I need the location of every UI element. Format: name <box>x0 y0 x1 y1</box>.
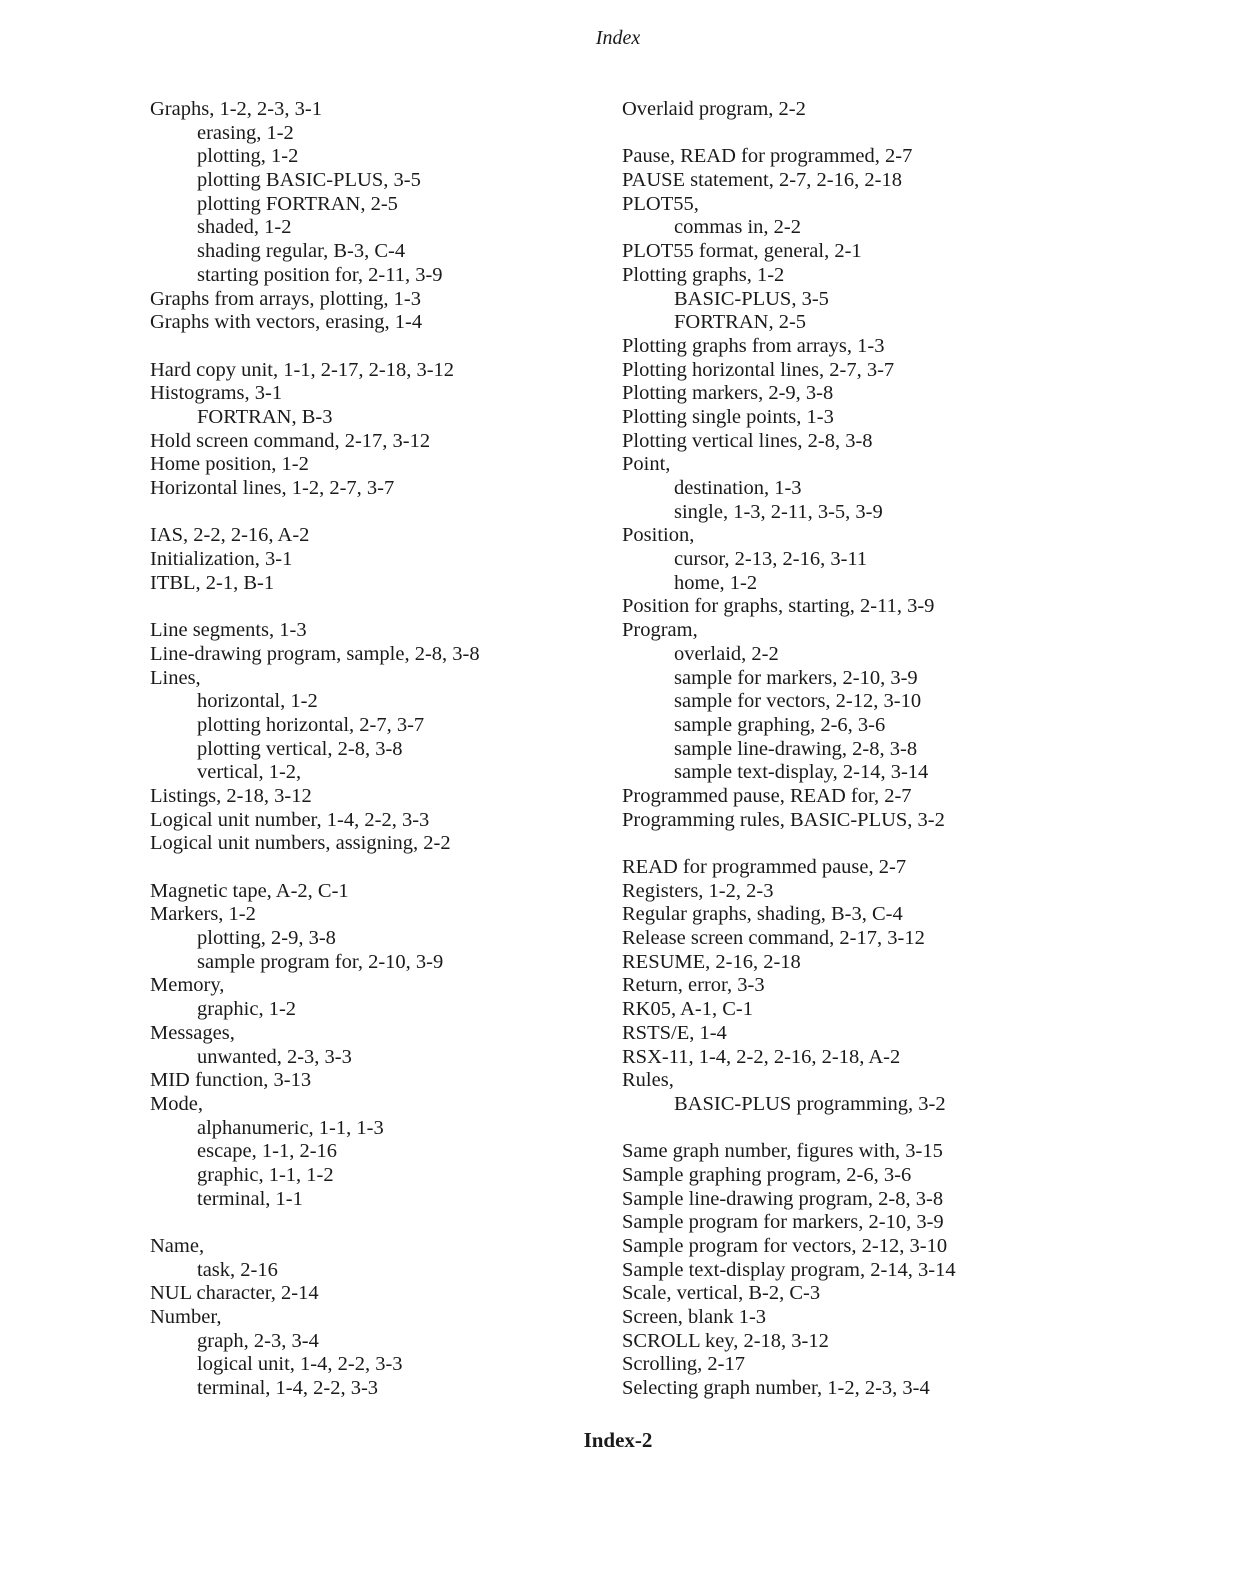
index-entry: Point, <box>622 453 671 476</box>
index-entry: Messages, <box>150 1021 235 1044</box>
index-subentry: task, 2-16 <box>197 1258 278 1281</box>
index-entry: Logical unit number, 1-4, 2-2, 3-3 <box>150 808 430 831</box>
index-entry: Screen, blank 1-3 <box>622 1306 767 1329</box>
index-subentry: home, 1-2 <box>674 571 758 594</box>
index-entry: Plotting markers, 2-9, 3-8 <box>622 382 834 405</box>
page-number: Index-2 <box>583 1428 653 1452</box>
section-gap <box>622 122 1182 146</box>
index-subentry: destination, 1-3 <box>674 477 802 499</box>
index-entry: Program, <box>622 619 698 642</box>
section-gap <box>150 335 620 359</box>
index-subentry: shading regular, B-3, C-4 <box>197 240 406 263</box>
index-column-right <box>622 98 1182 1401</box>
index-entry: Overlaid program, 2-2 <box>622 98 806 120</box>
index-entry: RESUME, 2-16, 2-18 <box>622 950 801 973</box>
index-entry: Horizontal lines, 1-2, 2-7, 3-7 <box>150 477 395 499</box>
index-entry: ITBL, 2-1, B-1 <box>150 571 275 594</box>
index-subentry: horizontal, 1-2 <box>197 690 318 713</box>
index-entry: Sample program for markers, 2-10, 3-9 <box>622 1211 944 1234</box>
index-entry: Plotting graphs from arrays, 1-3 <box>622 334 885 357</box>
index-entry: Initialization, 3-1 <box>150 548 293 571</box>
section-gap <box>150 501 620 525</box>
index-entry: Plotting single points, 1-3 <box>622 405 834 428</box>
section-gap <box>150 1211 620 1235</box>
index-subentry: sample program for, 2-10, 3-9 <box>197 950 444 973</box>
index-subentry: FORTRAN, B-3 <box>197 405 333 428</box>
index-subentry: starting position for, 2-11, 3-9 <box>197 263 443 286</box>
index-entry: Plotting graphs, 1-2 <box>622 263 785 286</box>
index-subentry: sample for markers, 2-10, 3-9 <box>674 666 918 689</box>
index-entry: Scale, vertical, B-2, C-3 <box>622 1282 821 1305</box>
index-entry: RSX-11, 1-4, 2-2, 2-16, 2-18, A-2 <box>622 1045 901 1068</box>
section-gap <box>150 595 620 619</box>
index-entry: READ for programmed pause, 2-7 <box>622 856 907 878</box>
index-subentry: plotting, 2-9, 3-8 <box>197 927 336 950</box>
index-entry: Selecting graph number, 1-2, 2-3, 3-4 <box>622 1377 930 1400</box>
index-entry: Logical unit numbers, assigning, 2-2 <box>150 832 451 855</box>
index-subentry: sample line-drawing, 2-8, 3-8 <box>674 737 918 760</box>
index-entry: Listings, 2-18, 3-12 <box>150 784 312 807</box>
index-entry: Pause, READ for programmed, 2-7 <box>622 145 913 168</box>
index-entry: Scrolling, 2-17 <box>622 1353 745 1376</box>
index-entry: Number, <box>150 1306 222 1329</box>
index-entry: Graphs, 1-2, 2-3, 3-1 <box>150 98 322 120</box>
index-subentry: graphic, 1-2 <box>197 998 297 1021</box>
index-entry: Memory, <box>150 974 225 997</box>
index-entry: Position for graphs, starting, 2-11, 3-9 <box>622 595 935 618</box>
index-entry: SCROLL key, 2-18, 3-12 <box>622 1329 829 1352</box>
index-entry: RSTS/E, 1-4 <box>622 1021 727 1044</box>
index-subentry: plotting, 1-2 <box>197 145 299 168</box>
index-entry: Hard copy unit, 1-1, 2-17, 2-18, 3-12 <box>150 358 455 381</box>
running-head: Index <box>595 27 641 49</box>
index-entry: Mode, <box>150 1092 203 1115</box>
index-entry: PLOT55 format, general, 2-1 <box>622 240 862 263</box>
index-subentry: plotting vertical, 2-8, 3-8 <box>197 737 403 760</box>
section-gap <box>150 856 620 880</box>
index-entry: MID function, 3-13 <box>150 1069 312 1092</box>
index-subentry: graph, 2-3, 3-4 <box>197 1329 319 1352</box>
index-entry: Sample line-drawing program, 2-8, 3-8 <box>622 1187 944 1210</box>
index-entry: Regular graphs, shading, B-3, C-4 <box>622 903 903 926</box>
index-subentry: sample graphing, 2-6, 3-6 <box>674 713 886 736</box>
index-subentry: terminal, 1-1 <box>197 1187 303 1210</box>
index-subentry: commas in, 2-2 <box>674 216 801 239</box>
index-entry: Return, error, 3-3 <box>622 974 765 997</box>
index-entry: Magnetic tape, A-2, C-1 <box>150 879 349 902</box>
index-entry: Registers, 1-2, 2-3 <box>622 879 774 902</box>
index-entry: Home position, 1-2 <box>150 453 309 476</box>
index-entry: NUL character, 2-14 <box>150 1282 319 1305</box>
index-entry: IAS, 2-2, 2-16, A-2 <box>150 524 310 547</box>
index-entry: Name, <box>150 1235 205 1257</box>
index-entry: Graphs with vectors, erasing, 1-4 <box>150 311 423 334</box>
index-subentry: cursor, 2-13, 2-16, 3-11 <box>674 548 868 571</box>
index-subentry: erasing, 1-2 <box>197 121 294 144</box>
index-subentry: graphic, 1-1, 1-2 <box>197 1163 334 1186</box>
index-entry: RK05, A-1, C-1 <box>622 998 753 1021</box>
index-entry: Same graph number, figures with, 3-15 <box>622 1140 943 1163</box>
index-entry: Line-drawing program, sample, 2-8, 3-8 <box>150 642 480 665</box>
index-subentry: BASIC-PLUS, 3-5 <box>674 287 829 310</box>
index-entry: Sample text-display program, 2-14, 3-14 <box>622 1258 956 1281</box>
index-entry: Position, <box>622 524 695 547</box>
index-subentry: alphanumeric, 1-1, 1-3 <box>197 1116 384 1139</box>
index-subentry: plotting BASIC-PLUS, 3-5 <box>197 169 421 192</box>
index-subentry: escape, 1-1, 2-16 <box>197 1140 338 1163</box>
index-subentry: shaded, 1-2 <box>197 216 292 239</box>
index-subentry: sample for vectors, 2-12, 3-10 <box>674 690 922 713</box>
section-gap <box>622 1117 1182 1141</box>
index-subentry: plotting FORTRAN, 2-5 <box>197 192 398 215</box>
index-entry: Line segments, 1-3 <box>150 619 307 642</box>
index-entry: Sample program for vectors, 2-12, 3-10 <box>622 1235 948 1257</box>
index-entry: PAUSE statement, 2-7, 2-16, 2-18 <box>622 169 902 192</box>
index-column-left <box>150 98 620 1401</box>
index-entry: Rules, <box>622 1069 674 1092</box>
index-entry: Release screen command, 2-17, 3-12 <box>622 927 925 950</box>
index-entry: Markers, 1-2 <box>150 903 256 926</box>
index-subentry: unwanted, 2-3, 3-3 <box>197 1045 352 1068</box>
index-entry: PLOT55, <box>622 192 699 215</box>
index-subentry: terminal, 1-4, 2-2, 3-3 <box>197 1377 379 1400</box>
index-entry: Histograms, 3-1 <box>150 382 283 405</box>
index-subentry: overlaid, 2-2 <box>674 642 779 665</box>
index-entry: Hold screen command, 2-17, 3-12 <box>150 429 431 452</box>
index-subentry: logical unit, 1-4, 2-2, 3-3 <box>197 1353 403 1376</box>
index-subentry: single, 1-3, 2-11, 3-5, 3-9 <box>674 500 883 523</box>
index-entry: Sample graphing program, 2-6, 3-6 <box>622 1163 912 1186</box>
index-entry: Plotting horizontal lines, 2-7, 3-7 <box>622 358 895 381</box>
index-subentry: FORTRAN, 2-5 <box>674 311 807 334</box>
index-entry: Programming rules, BASIC-PLUS, 3-2 <box>622 808 945 831</box>
index-entry: Programmed pause, READ for, 2-7 <box>622 784 912 807</box>
index-subentry: vertical, 1-2, <box>197 761 302 784</box>
section-gap <box>622 832 1182 856</box>
index-entry: Plotting vertical lines, 2-8, 3-8 <box>622 429 873 452</box>
index-subentry: sample text-display, 2-14, 3-14 <box>674 761 929 784</box>
index-entry: Graphs from arrays, plotting, 1-3 <box>150 287 421 310</box>
index-subentry: plotting horizontal, 2-7, 3-7 <box>197 713 425 736</box>
index-entry: Lines, <box>150 666 201 689</box>
index-subentry: BASIC-PLUS programming, 3-2 <box>674 1092 946 1115</box>
